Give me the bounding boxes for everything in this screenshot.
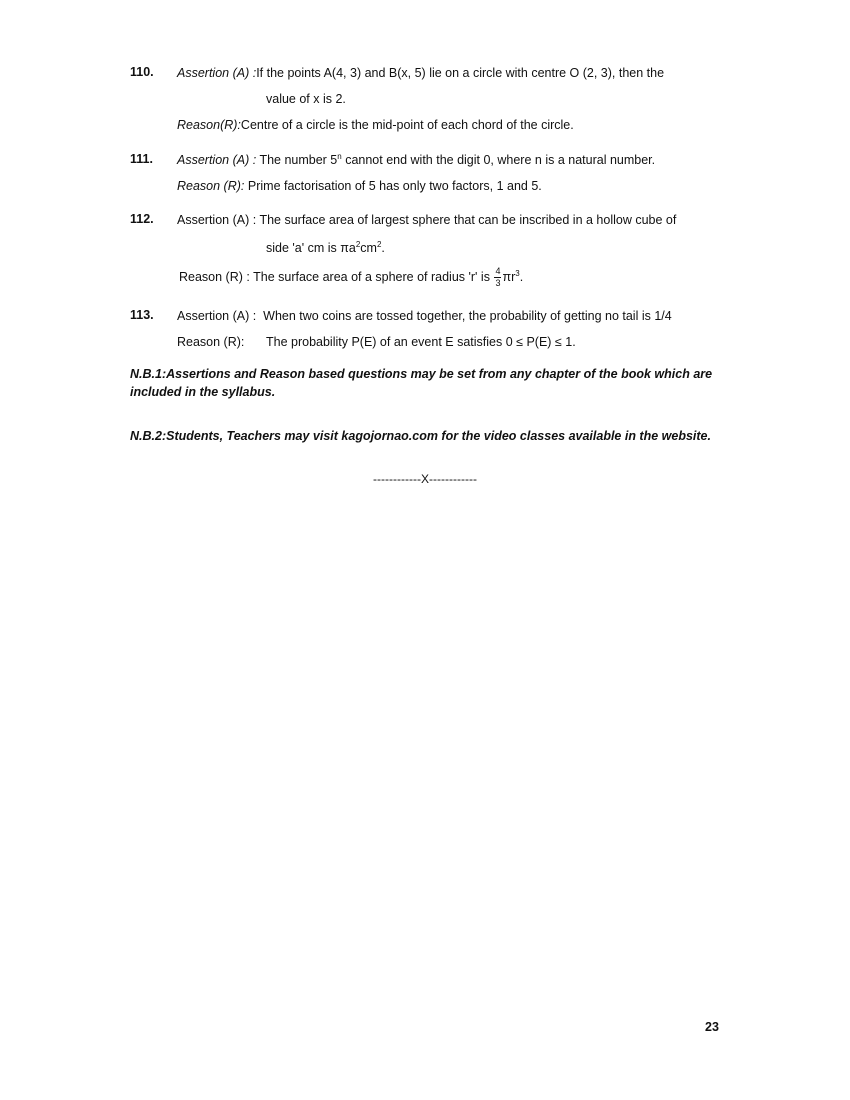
question-number-110: 110. — [130, 65, 154, 79]
q111-assertion-label: Assertion (A) : — [177, 153, 257, 167]
q112-reason-after-frac: πr — [502, 270, 516, 284]
q113-assertion-text: When two coins are tossed together, the probability of getting no tail is 1/4 — [263, 309, 672, 323]
q112-frac-denominator: 3 — [495, 278, 501, 289]
q112-cont-mid: cm — [360, 241, 377, 255]
q110-assertion-label: Assertion (A) : — [177, 66, 257, 80]
q111-reason-text: Prime factorisation of 5 has only two factors, 1 and 5. — [247, 179, 542, 193]
q111-assertion-sup: n — [337, 152, 342, 161]
q112-cont-pre: side 'a' cm is πa — [266, 241, 356, 255]
q112-reason — [179, 266, 523, 289]
question-number-113: 113. — [130, 308, 154, 322]
q113-assertion-label: Assertion (A) : — [177, 309, 257, 323]
q112-reason-sup: 3 — [515, 269, 520, 278]
q111-assertion-post: cannot end with the digit 0, where n is a natural number. — [341, 153, 656, 167]
q111-reason-label: Reason (R): — [177, 179, 245, 193]
q112-frac-numerator: 4 — [495, 266, 501, 277]
q111-assertion — [177, 152, 655, 168]
q112-cont-sup1: 2 — [355, 240, 361, 249]
q110-reason — [177, 117, 574, 133]
q113-reason-label: Reason (R): — [177, 335, 245, 349]
q110-assertion — [177, 65, 664, 81]
q112-reason-label: Reason (R) : — [179, 270, 250, 284]
q110-assertion-text: If the points A(4, 3) and B(x, 5) lie on a circle with centre O (2, 3), then the — [256, 66, 665, 80]
q112-reason-post: . — [519, 270, 524, 284]
note-nb1: N.B.1:Assertions and Reason based questions may be set from any chapter of the book which are included in the syllabus. — [130, 367, 713, 399]
q111-reason — [177, 178, 542, 194]
question-number-112: 112. — [130, 212, 154, 226]
q110-reason-text: Centre of a circle is the mid-point of each chord of the circle. — [240, 118, 574, 132]
end-divider: ------------X------------ — [373, 472, 477, 486]
q112-assertion-text: The surface area of largest sphere that can be inscribed in a hollow cube of — [259, 213, 677, 227]
page-number: 23 — [705, 1020, 719, 1034]
q113-reason-text: The probability P(E) of an event E satisfies 0 ≤ P(E) ≤ 1. — [266, 335, 576, 349]
note-nb2: N.B.2:Students, Teachers may visit kagojornao.com for the video classes available in the website. — [130, 429, 711, 443]
q112-cont-post: . — [381, 241, 385, 255]
q111-assertion-pre: The number 5 — [259, 153, 338, 167]
q112-reason-pre: The surface area of a sphere of radius 'r' is — [253, 270, 490, 284]
q112-fraction — [494, 266, 501, 289]
q112-assertion-label: Assertion (A) : — [177, 213, 257, 227]
q113-assertion — [177, 308, 672, 324]
q112-assertion-continued — [266, 240, 385, 256]
question-number-111: 111. — [130, 152, 153, 166]
q112-cont-sup2: 2 — [376, 240, 382, 249]
q113-reason — [177, 334, 244, 350]
q112-assertion — [177, 212, 676, 228]
q110-assertion-continued: value of x is 2. — [266, 92, 346, 106]
q110-reason-label: Reason(R): — [177, 118, 241, 132]
